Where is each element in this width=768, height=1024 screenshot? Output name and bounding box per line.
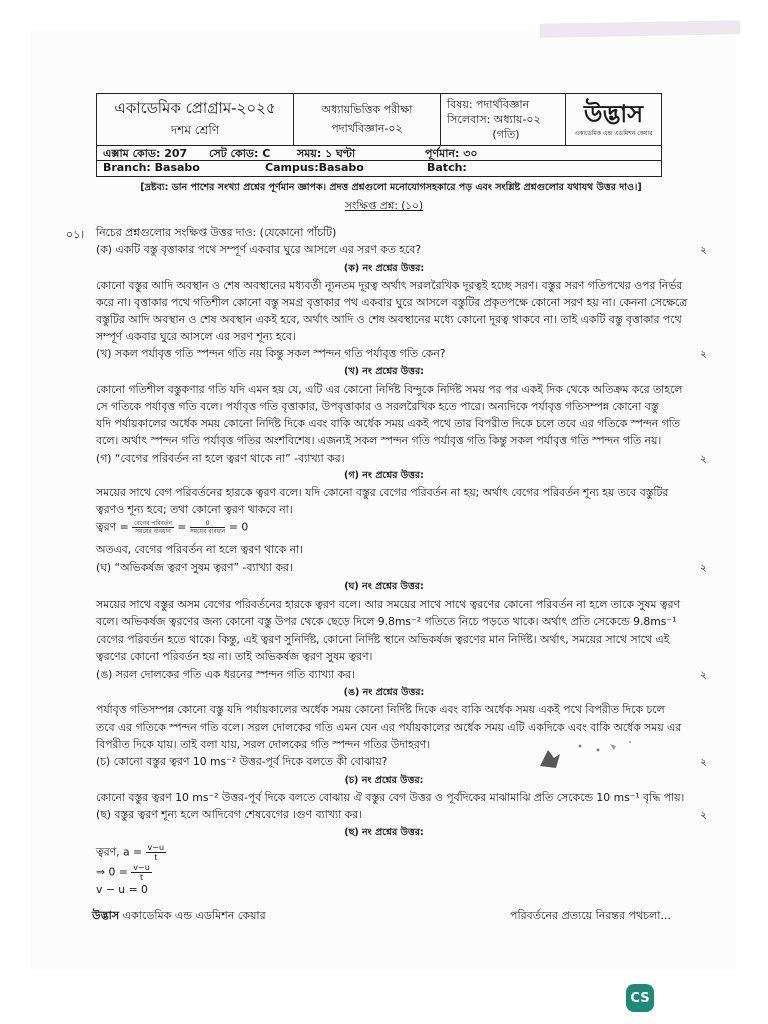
answer-k-line: বস্তুটির আদি অবস্থান ও শেষ অবস্থান একই হবে, অর্থাৎ আদি ও শেষ অবস্থানের মধ্যে কোনো দূরত্ব থাকবে না। তাই একটি বস্তু বৃত্তাকার পথে	[96, 313, 682, 326]
footer-motto: পরিবর্তনের প্রত্যয়ে নিরন্তর পথচলা...	[510, 909, 671, 922]
answer-kh-line: সে গতিকে পর্যাবৃত্ত গতি বলে। পর্যাবৃত্ত গতি বৃত্তাকার, উপবৃত্তাকার ও সরলরৈখিক হতে পারে। অন্যদিকে পর্যাবৃত্ত গতিসম্পন্ন কোনো বস্তু	[96, 400, 659, 413]
question-ch: (ছ) বস্তুর ত্বরণ শূন্য হলে আদিবেগ শেষবেগের ।গুণ ব্যাখ্যা কর।	[96, 808, 362, 821]
subject-label: বিষয়: পদার্থবিজ্ঞান	[447, 98, 530, 111]
footer-tagline: একাডেমিক এন্ড এডমিশন কেয়ার	[122, 909, 266, 922]
eq-result: = 0	[228, 520, 249, 534]
question-number: ০১।	[66, 228, 85, 241]
answer-g-line: ত্বরণও শূন্য হবে; তথা কোনো ত্বরণ থাকবে না।	[96, 503, 293, 516]
exam-time: সময়: ১ ঘণ্টা	[297, 147, 356, 160]
question-u: (ঙ) সরল দোলকের গতি এক ধরনের স্পন্দন গতি ব্যাখ্যা কর।	[96, 668, 355, 681]
acceleration-equation: ত্বরণ = $\frac{\text{বেগের পরিবর্তন}}{\text{সময়ের ব্যবধান}}$ = $\frac{0}{\text{সময়ের ব্যবধান}}$ = 0	[96, 520, 249, 535]
answer-g-conclusion: অতএব, বেগের পরিবর্তন না হলে ত্বরণ থাকে না।	[96, 543, 304, 556]
question-kh: (খ) সকল পর্যাবৃত্ত গতি স্পন্দন গতি নয় কিন্তু সকল স্পন্দন গতি পর্যাবৃত্ত গতি কেন?	[96, 347, 446, 360]
instruction-note: [দ্রষ্টব্য: ডান পাশের সংখ্যা প্রশ্নের পূর্ণমান জ্ঞাপক। প্রদত্ত প্রশ্নগুলো মনোযোগসহকারে পড় এবং সংশ্লিষ্ট প্রশ্নগুলোর যথাযথ উত্তর দাও।]	[140, 182, 642, 193]
answer-gh-line: বেগের পরিবর্তন হতে থাকে। কিন্তু, এই ত্বরণ সুনির্দিষ্ট, কোনো নির্দিষ্ট স্থানে অভিকর্ষজ ত্বরণের মান নির্দিষ্ট। অর্থাৎ, সময়ের সাথে সাথে এই	[96, 633, 670, 646]
header-cell-exam	[294, 94, 441, 145]
eq-numerator: বেগের পরিবর্তন	[134, 520, 172, 527]
answer-u-line: তবে এর গতিকে স্পন্দন গতি বলে। সরল দোলকের গতি এমন যেন এর পর্যায়কালের অর্ধেক সময় এটি একদিকে এবং বাকি অর্ধেক সময় এর	[96, 721, 682, 734]
math-numerator: v−u	[133, 863, 150, 872]
set-code: সেট কোড: C	[209, 147, 271, 160]
marks-gh: ২	[700, 562, 707, 574]
header-cell-logo	[566, 94, 661, 145]
question-c: (চ) কোনো বস্তুর ত্বরণ 10 ms⁻² উত্তর-পূর্ব দিকে বলতে কী বোঝায়?	[96, 755, 388, 768]
math-line-1	[96, 843, 166, 862]
answer-kh-line: যদি পর্যায়কালের অর্ধেক সময় কোনো নির্দিষ্ট দিকে এবং বাকি অর্ধেক সময় একই পথে তার বিপরীত দিকে চলে তবে এর গতিকে স্পন্দন গতি	[96, 417, 680, 430]
exam-subject-code: পদার্থবিজ্ঞান-০২	[331, 121, 403, 135]
answer-k-heading: (ক) নং প্রশ্নের উত্তর:	[343, 263, 425, 274]
campus: Campus:Basabo	[265, 161, 364, 174]
math-denominator: t	[139, 873, 144, 882]
question-gh: (ঘ) “অভিকর্ষজ ত্বরণ সুষম ত্বরণ” -ব্যাখ্যা কর।	[96, 561, 293, 574]
marks-u: ২	[700, 669, 707, 681]
marks-k: ২	[700, 244, 707, 256]
answer-kh-line: বলে। অর্থাৎ স্পন্দন গতি পর্যাবৃত্ত গতির অংশবিশেষ। এজন্যই সকল স্পন্দন গতি পর্যাবৃত্ত গতি কিন্তু সকল পর্যাবৃত্ত গতি স্পন্দন গতি নয়।	[96, 434, 662, 447]
answer-kh-heading: (খ) নং প্রশ্নের উত্তর:	[344, 366, 424, 377]
math-lhs: ত্বরণ, a =	[96, 845, 143, 859]
answer-u-heading: (ঙ) নং প্রশ্নের উত্তর:	[343, 687, 425, 698]
math-fraction	[146, 843, 167, 862]
chapter-label: (গতি)	[492, 128, 520, 141]
answer-gh-line: বলে। অভিকর্ষজ ত্বরণের জন্য কোনো বস্তু উপর থেকে ছেড়ে দিলে 9.8ms⁻² গতিতে নিচে পড়তে থাকে। অর্থাৎ প্রতি সেকেন্ডে 9.8ms⁻¹	[96, 615, 677, 628]
exam-code: এক্সাম কোড: 207	[103, 147, 188, 160]
section-title: সংক্ষিপ্ত প্রশ্ন: (১০)	[344, 200, 424, 212]
math-line-2	[96, 863, 152, 882]
batch: Batch:	[427, 161, 467, 174]
syllabus-label: সিলেবাস: অধ্যায়-০২	[447, 113, 541, 126]
header-table	[96, 93, 662, 146]
answer-gh-heading: (ঘ) নং প্রশ্নের উত্তর:	[344, 581, 424, 592]
branch: Branch: Basabo	[103, 161, 200, 174]
eq-fraction-1	[132, 520, 174, 535]
answer-k-line: কোনো বস্তুর আদি অবস্থান ও শেষ অবস্থানের মধ্যবর্তী ন্যূনতম দূরত্ব অর্থাৎ সরলরৈখিক দূরত্বই হচ্ছে সরণ। বস্তুর সরণ গতিপথের ওপর নির্ভর	[96, 279, 683, 292]
eq-numerator: 0	[190, 520, 226, 528]
full-marks: পূর্ণমান: ৩০	[425, 147, 478, 160]
program-title: একাডেমিক প্রোগ্রাম-২০২৫	[114, 99, 276, 117]
math-line-3: v − u = 0	[96, 883, 148, 896]
marks-g: ২	[700, 453, 707, 465]
answer-ch-heading: (ছ) নং প্রশ্নের উত্তর:	[344, 827, 424, 838]
eq-denominator: সময়ের ব্যবধান	[135, 528, 171, 535]
header-cell-program	[97, 94, 294, 145]
marks-ch: ২	[700, 809, 707, 821]
answer-u-line: পর্যাবৃত্ত গতিসম্পন্ন কোনো বস্তু যদি পর্যায়কালের অর্ধেক সময় কোনো নির্দিষ্ট দিকে এবং বাকি অর্ধেক সময় একই পথে বিপরীত দিকে চলে	[96, 703, 665, 716]
math-numerator: v−u	[147, 843, 165, 852]
header-cell-subject	[441, 94, 566, 145]
answer-gh-line: ত্বরণের কোনো পরিবর্তন হয় না। তাই অভিকর্ষজ ত্বরণ সুষম ত্বরণ।	[96, 650, 373, 663]
question-g: (গ) “বেগের পরিবর্তন না হলে ত্বরণ থাকে না” -ব্যাখ্যা কর।	[96, 452, 345, 465]
footer-brand: উদ্ভাস	[92, 909, 120, 922]
marks-c: ২	[700, 756, 707, 768]
answer-gh-line: সময়ের সাথে বস্তুর অসম বেগের পরিবর্তনের হারকে ত্বরণ বলে। আর সময়ের সাথে সাথে ত্বরণের কোনো পরিবর্তন না হলে তাকে সুষম ত্বরণ	[96, 598, 680, 611]
math-denominator: t	[154, 853, 158, 862]
exam-type: অধ্যায়ভিত্তিক পরীক্ষা	[321, 102, 413, 116]
camscanner-badge: CS	[626, 984, 654, 1012]
question-k: (ক) একটি বস্তু বৃত্তাকার পথে সম্পূর্ণ একবার ঘুরে আসলে এর সরণ কত হবে?	[96, 243, 422, 256]
ink-blot	[520, 736, 650, 772]
footer-left	[92, 907, 266, 926]
answer-u-line: বিপরীত দিকে যায়। তাই বলা যায়, সরল দোলকের গতি স্পন্দন গতির উদাহরণ।	[96, 738, 431, 751]
answer-kh-line: কোনো গতিশীল বস্তুকণার গতি যদি এমন হয় যে, এটি এর কোনো নির্দিষ্ট বিন্দুকে নির্দিষ্ট সময় পর পর একই দিক থেকে অতিক্রম করে তাহলে	[96, 383, 683, 396]
class-title: দশম শ্রেণি	[170, 123, 220, 137]
math-fraction	[131, 863, 152, 882]
eq-denominator: সময়ের ব্যবধান	[189, 528, 226, 535]
answer-c-heading: (চ) নং প্রশ্নের উত্তর:	[344, 775, 424, 786]
brand-logo: উদ্ভাস	[583, 98, 644, 128]
answer-g-heading: (গ) নং প্রশ্নের উত্তর:	[344, 470, 424, 481]
eq-fraction-2	[190, 520, 226, 535]
answer-c-line: কোনো বস্তুর ত্বরণ 10 ms⁻² উত্তর-পূর্ব দিকে বলতে বোঝায় ঐ বস্তুর বেগ উত্তর ও পূর্বদিকের মাঝামাঝি প্রতি সেকেন্ডে 10 ms⁻¹ বৃদ্ধি পায়।	[96, 791, 685, 804]
question-intro: নিচের প্রশ্নগুলোর সংক্ষিপ্ত উত্তর দাও: (যেকোনো পাঁচটি)	[96, 226, 337, 239]
answer-g-line: সময়ের সাথে বেগ পরিবর্তনের হারকে ত্বরণ বলে। যদি কোনো বস্তুর বেগের পরিবর্তন না হয়; অর্থাৎ বেগের পরিবর্তন শূন্য হয় তবে বস্তুটির	[96, 486, 669, 499]
answer-k-line: করে না। বৃত্তাকার পথে গতিশীল কোনো বস্তু সমগ্র বৃত্তাকার পথ একবার ঘুরে আসলে বস্তুটির প্রকৃতপক্ষে কোনো সরণ হয় না। কেননা সেক্ষেত্রে	[96, 296, 688, 309]
marks-kh: ২	[700, 348, 707, 360]
math-lhs: ⇒ 0 =	[96, 865, 128, 879]
eq-lhs: ত্বরণ =	[96, 520, 129, 534]
info-row-2	[96, 160, 662, 177]
answer-k-line: সম্পূর্ণ একবার ঘুরে আসলে এর সরণ শূন্য হবে।	[96, 330, 296, 343]
info-row-1	[96, 144, 662, 161]
brand-tagline: একাডেমিক এন্ড এডমিশন কেয়ার	[574, 129, 653, 137]
